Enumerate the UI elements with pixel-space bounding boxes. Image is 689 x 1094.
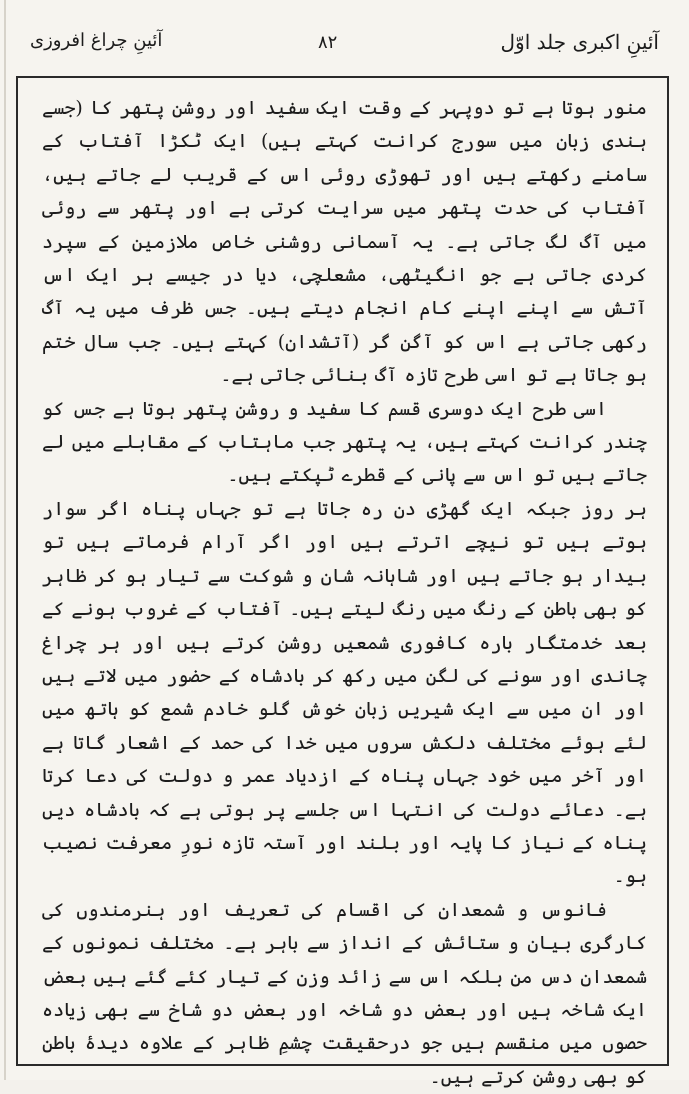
paragraph-3: ہر روز جبکہ ایک گھڑی دن رہ جاتا ہے تو جہاں پناہ اگر سوار ہوتے ہیں تو نیچے اترتے ہیں اور اگر آرام فرماتے ہیں تو بیدار ہو جاتے ہیں اور شاہانہ شان و شوکت سے تیار ہو کر ظاہر کو بھی باطن کے رنگ میں رنگ لیتے ہیں۔ آفتاب کے غروب ہونے کے بعد خدمتگار بارہ کافوری شمعیں روشن کرتے ہیں اور ہر چراغ چاندی اور سونے کی لگن میں رکھ کر بادشاہ کے حضور میں لاتے ہیں اور ان میں سے ایک شیریں زبان خوش گلو خادم شمع کو ہاتھ میں لئے ہوئے مختلف دلکش سروں میں خدا کی حمد کے اشعار گاتا ہے اور آخر میں خود جہاں پناہ کے ازدیاد عمر و دولت کی دعا کرتا ہے۔ دعائے دولت کی انتہا اس جلسے پر ہوتی ہے کہ بادشاہ دیں پناہ کے نیاز کا پایہ اور بلند اور آستہ تازہ نورِ معرفت نصیب ہو۔ <box>42 497 647 888</box>
text-frame <box>16 76 669 1088</box>
paragraph-1: منور ہوتا ہے تو دوپہر کے وقت ایک سفید اور روشن پتھر کا (جسے ہندی زبان میں سورج کرانت کہتے ہیں) ایک ٹکڑا آفتاب کے سامنے رکھتے ہیں اور تھوڑی روئی اس کے قریب لے جاتے ہیں، آفتاب کی حدت پتھر میں سرایت کرتی ہے اور پتھر سے روئی میں آگ لگ جاتی ہے۔ یہ آسمانی روشنی خاص ملازمین کے سپرد کردی جاتی ہے جو انگیٹھی، مشعلچی، دیا در جیسے ہر ایک اس آتش سے اپنے اپنے کام انجام دیتے ہیں۔ جس ظرف میں یہ آگ رکھی جاتی ہے اس کو آگن گر (آتشدان) کہتے ہیں۔ جب سال ختم ہو جاتا ہے تو اسی طرح تازہ آگ بنائی جاتی ہے۔ <box>42 97 647 387</box>
page-header <box>30 24 659 64</box>
paragraph-4: فانوس و شمعدان کی اقسام کی تعریف اور ہنرمندوں کی کارگری بیان و ستائش کے انداز سے باہر ہے۔ مختلف نمونوں کے شمعدان دس من بلکہ اس سے زائد وزن کے تیار کئے گئے ہیں بعض ایک شاخہ ہیں اور بعض دو شاخہ اور بعض دو شاخ سے بھی زیادہ حصوں میں منقسم ہیں جو درحقیقت چشمِ ظاہر کے علاوہ دیدۂ باطن کو بھی روشن کرتے ہیں۔ <box>42 898 647 1088</box>
book-title: آئینِ اکبری جلد اوّل <box>500 30 659 54</box>
body-text <box>42 92 647 1088</box>
page-number: ۸۲ <box>318 32 338 53</box>
scan-edge <box>4 0 6 1080</box>
paragraph-2: اسی طرح ایک دوسری قسم کا سفید و روشن پتھر ہوتا ہے جس کو چندر کرانت کہتے ہیں، یہ پتھر جب ماہتاب کے مقابلے میں لے جاتے ہیں تو اس سے پانی کے قطرے ٹپکتے ہیں۔ <box>42 397 647 487</box>
section-title: آئینِ چراغ افروزی <box>30 30 163 51</box>
